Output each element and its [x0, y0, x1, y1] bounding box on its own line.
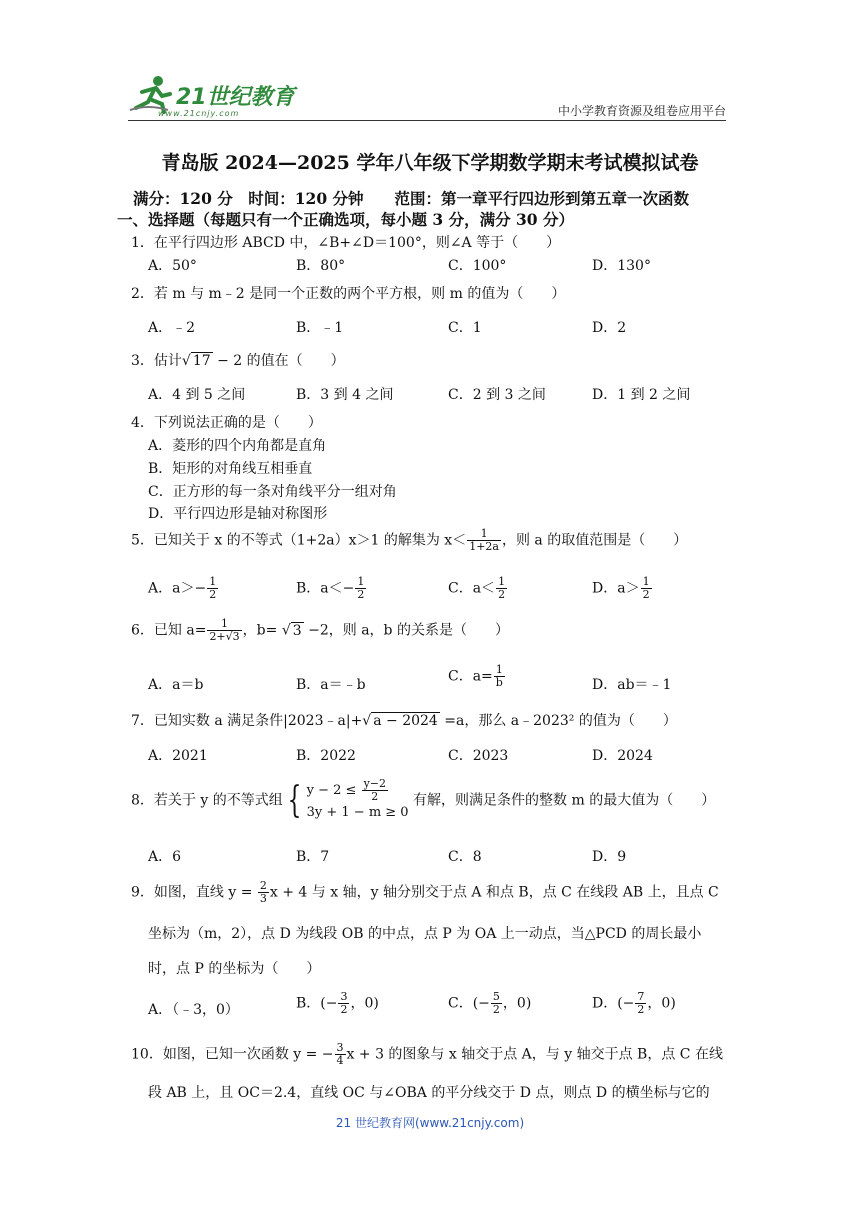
q6-c-den: b [495, 676, 503, 689]
question-9-line-2: 坐标为（m，2），点 D 为线段 OB 的中点，点 P 为 OA 上一动点，当△PCD 的周长最小 [148, 926, 702, 942]
q6-option-d: D．ab＝﹣1 [592, 677, 672, 693]
q7-option-b: B．2022 [296, 748, 356, 764]
q8-sys1-den: 2 [371, 790, 379, 803]
q9-d-num: 7 [637, 990, 645, 1003]
question-10-line-2: 段 AB 上，且 OC＝2.4，直线 OC 与∠OBA 的平分线交于 D 点，则点 D 的横坐标与它的 [148, 1085, 710, 1101]
q9-frac-den: 3 [259, 892, 267, 905]
q2-option-a: A．﹣2 [148, 320, 196, 336]
q6-frac-den: 2+√3 [209, 630, 240, 643]
q9-b-num: 3 [340, 990, 348, 1003]
question-9-line-1 [131, 880, 719, 905]
q7-radicand: a − 2024 [373, 713, 438, 729]
question-9-line-3: 时，点 P 的坐标为（ ） [148, 961, 321, 977]
q8-option-a: A．6 [148, 849, 182, 865]
q5-a-den: 2 [209, 588, 217, 601]
header-divider [128, 120, 726, 121]
q5-option-c [448, 576, 508, 601]
q6-radicand: 3 [292, 622, 302, 639]
q5-option-c-text: C．a＜ [448, 580, 496, 597]
q8-option-c: C．8 [448, 849, 482, 865]
q5-d-den: 2 [642, 588, 650, 601]
q9-d-tail: ，0) [647, 995, 676, 1012]
q2-option-b: B．﹣1 [296, 320, 344, 336]
question-1-stem: 1．在平行四边形 ABCD 中，∠B+∠D＝100°，则∠A 等于（ ） [131, 235, 561, 251]
q8-sys1-num: y−2 [363, 777, 387, 790]
q6-c-num: 1 [494, 664, 505, 677]
q5-stem-pre: 5．已知关于 x 的不等式（1+2a）x＞1 的解集为 x＜ [131, 532, 467, 549]
q10-frac-num: 3 [336, 1041, 344, 1054]
runner-icon [128, 74, 176, 114]
q5-frac-den: 1+2a [469, 540, 499, 553]
question-10-line-1 [131, 1042, 723, 1067]
q6-frac-num: 1 [207, 618, 241, 631]
q10-frac-den: 4 [336, 1054, 344, 1067]
q5-b-den: 2 [357, 588, 365, 601]
question-8-stem [131, 778, 715, 823]
q9-option-b-text: B．(− [296, 995, 338, 1012]
page-header [128, 70, 726, 122]
q7-option-d: D．2024 [592, 748, 653, 764]
q9-option-a: A．（﹣3，0） [148, 1002, 239, 1018]
q7-stem-post: =a，那么 a﹣2023² 的值为（ ） [439, 713, 677, 729]
q6-stem-post: −2，则 a，b 的关系是（ ） [303, 622, 509, 639]
q5-a-num: 1 [209, 575, 217, 588]
q10-line1-post: x + 3 的图象与 x 轴交于点 A，与 y 轴交于点 B，点 C 在线 [346, 1046, 723, 1063]
q6-option-a: A．a＝b [148, 677, 204, 693]
logo-url: www.21cnjy.com [158, 109, 240, 118]
q3-radicand: 17 [192, 353, 211, 369]
question-2-stem: 2．若 m 与 m﹣2 是同一个正数的两个平方根，则 m 的值为（ ） [131, 286, 566, 302]
q5-option-a [148, 576, 219, 601]
q7-stem-pre: 7．已知实数 a 满足条件|2023﹣a|+ [131, 713, 363, 729]
q3-option-d: D．1 到 2 之间 [592, 387, 691, 403]
q9-c-tail: ，0) [502, 995, 532, 1012]
q5-option-d-text: D．a＞ [592, 580, 640, 597]
q5-d-num: 1 [642, 575, 650, 588]
q4-option-c: C．正方形的每一条对角线平分一组对角 [148, 484, 397, 500]
q8-sys2: 3y + 1 − m ≥ 0 [306, 805, 409, 820]
q8-sys1-pre: y − 2 ≤ [306, 783, 357, 798]
q4-option-a: A．菱形的四个内角都是直角 [148, 438, 327, 454]
q7-option-a: A．2021 [148, 748, 208, 764]
q9-option-c-text: C．(− [448, 995, 490, 1012]
q4-option-d: D．平行四边形是轴对称图形 [148, 506, 328, 522]
q5-option-d [592, 576, 653, 601]
q9-b-tail: ，0) [350, 995, 379, 1012]
q9-option-c [448, 991, 531, 1016]
section-heading: 一、选择题（每题只有一个正确选项，每小题 3 分，满分 30 分） [117, 210, 574, 229]
q2-option-c: C．1 [448, 320, 482, 336]
question-3-stem: 3．估计√ 17 − 2 的值在（ ） [131, 353, 345, 369]
q9-line1-pre: 9．如图，直线 y = [131, 884, 257, 901]
q9-frac-num: 2 [259, 879, 267, 892]
header-tagline: 中小学教育资源及组卷应用平台 [557, 104, 726, 118]
page-footer[interactable]: 21 世纪教育网(www.21cnjy.com) [335, 1116, 525, 1130]
logo [128, 70, 298, 120]
q6-stem-pre: 6．已知 a= [131, 622, 207, 639]
q5-b-num: 1 [357, 575, 365, 588]
q8-stem-post: 有解，则满足条件的整数 m 的最大值为（ ） [413, 792, 716, 809]
q9-fraction [258, 880, 269, 905]
q3-stem-pre: 3．估计 [131, 353, 182, 369]
logo-text: 21世纪教育 [176, 85, 295, 110]
q2-option-d: D．2 [592, 320, 627, 336]
question-4-stem: 4．下列说法正确的是（ ） [131, 415, 322, 431]
q6-option-b: B．a＝﹣b [296, 677, 366, 693]
q9-c-num: 5 [492, 990, 500, 1003]
q6-option-c [448, 664, 506, 689]
q6-stem-mid: ，b= [242, 622, 282, 639]
question-6-stem: 6．已知 a= $\frac{1}{2+√3}$ ，b= √ 3 −2，则 a，b 的关系是（ ） [131, 617, 509, 643]
q3-option-a: A．4 到 5 之间 [148, 387, 246, 403]
question-5-stem [131, 528, 687, 553]
q8-option-b: B．7 [296, 849, 330, 865]
q5-frac-num: 1 [467, 528, 501, 541]
q8-stem-pre: 8．若关于 y 的不等式组 [131, 792, 283, 809]
q3-option-c: C．2 到 3 之间 [448, 387, 546, 403]
q1-option-b: B．80° [296, 258, 346, 274]
q3-option-b: B．3 到 4 之间 [296, 387, 394, 403]
q5-c-den: 2 [498, 588, 506, 601]
q1-option-c: C．100° [448, 258, 507, 274]
q9-b-den: 2 [340, 1003, 348, 1016]
q6-option-c-text: C．a= [448, 668, 493, 685]
exam-title: 青岛版 2024—2025 学年八年级下学期数学期末考试模拟试卷 [161, 152, 699, 174]
q3-stem-post: − 2 的值在（ ） [212, 353, 345, 369]
q7-option-c: C．2023 [448, 748, 509, 764]
exam-info: 满分：120 分 时间：120 分钟 范围：第一章平行四边形到第五章一次函数 [133, 189, 690, 208]
q10-fraction [335, 1042, 346, 1067]
question-7-stem: 7．已知实数 a 满足条件|2023﹣a|+√ a − 2024 =a，那么 a﹣2023² 的值为（ ） [131, 713, 677, 729]
q5-fraction [467, 528, 501, 553]
q9-c-den: 2 [492, 1003, 500, 1016]
q5-option-b [296, 576, 367, 601]
q1-option-d: D．130° [592, 258, 651, 274]
q5-c-num: 1 [498, 575, 506, 588]
q10-line1-pre: 10．如图，已知一次函数 y = − [131, 1046, 334, 1063]
brace-icon: { [287, 779, 302, 821]
q9-option-b [296, 991, 379, 1016]
q9-d-den: 2 [637, 1003, 645, 1016]
q5-option-a-text: A．a＞− [148, 580, 207, 597]
q9-option-d-text: D．(− [592, 995, 635, 1012]
q5-stem-post: ，则 a 的取值范围是（ ） [501, 532, 688, 549]
q6-fraction [207, 618, 241, 643]
q1-option-a: A．50° [148, 258, 197, 274]
q8-option-d: D．9 [592, 849, 627, 865]
q5-option-b-text: B．a＜− [296, 580, 355, 597]
q4-option-b: B．矩形的对角线互相垂直 [148, 461, 313, 477]
q8-system [307, 778, 409, 823]
q9-option-d [592, 991, 676, 1016]
q9-line1-post: x + 4 与 x 轴，y 轴分别交于点 A 和点 B，点 C 在线段 AB 上，且点 C [269, 884, 719, 901]
